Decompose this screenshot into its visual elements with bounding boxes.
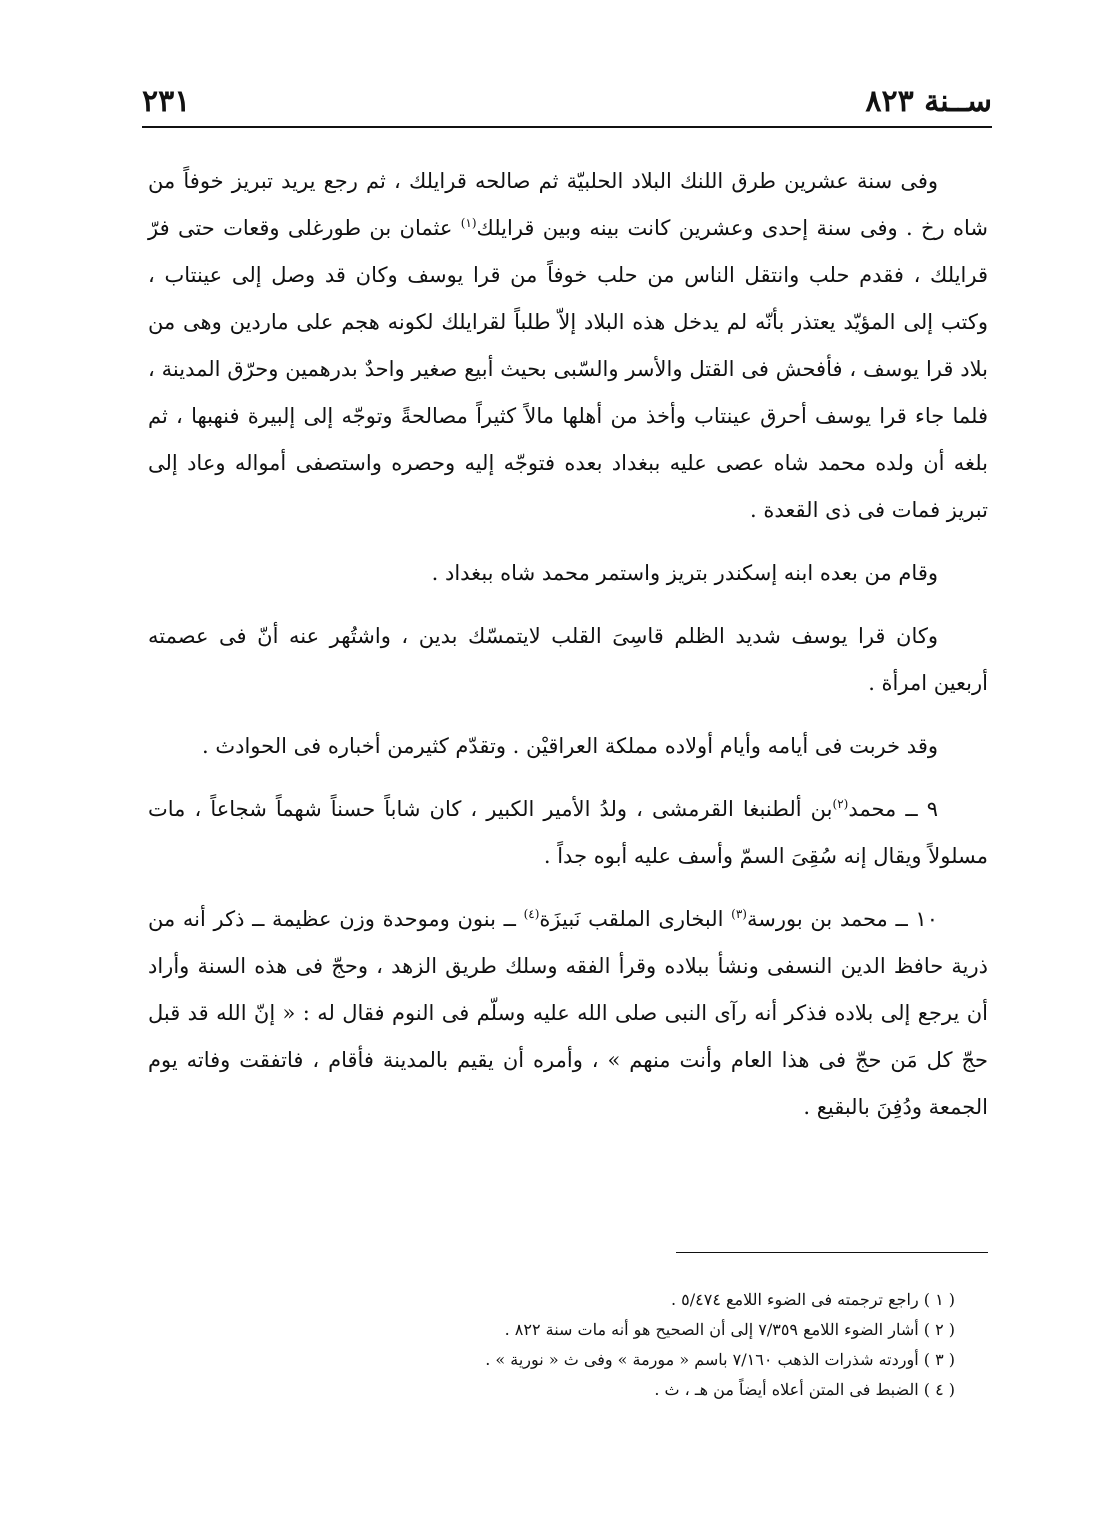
main-text — [148, 158, 988, 1131]
footnote-1: ( ١ ) راجع ترجمته فى الضوء اللامع ٥/٤٧٤ . — [670, 1290, 955, 1309]
page-number: ٢٣١ — [142, 84, 191, 119]
page-header — [142, 82, 992, 126]
entry-9-muhammad: ٩ ــ محمد$^{(٢)}$بن ألطنبغا القرمشى ، ولدُ الأمير الكبير ، كان شاباً حسناً شهماً شجاعاً ، مات مسلولاً ويقال إنه سُقِىَ السمّ وأسف عليه أبوه جداً . — [148, 797, 988, 868]
footnote-ref-3: (٣) — [731, 907, 747, 921]
footnote-3: ( ٣ ) أوردته شذرات الذهب ٧/١٦٠ باسم « مورمة » وفى ث « نورية » . — [485, 1350, 955, 1369]
paragraph-character: وكان قرا يوسف شديد الظلم قاسِىَ القلب لايتمسّك بدين ، واشتُهر عنه أنّ فى عصمته أربعين امرأة . — [148, 624, 988, 695]
paragraph-successor: وقام من بعده ابنه إسكندر بتريز واستمر محمد شاه ببغداد . — [431, 561, 938, 585]
paragraph-ruin: وقد خربت فى أيامه وأيام أولاده مملكة العراقيْن . وتقدّم كثيرمن أخباره فى الحوادث . — [202, 734, 938, 758]
running-title: ســنة ٨٢٣ — [865, 84, 992, 119]
header-rule — [142, 126, 992, 128]
paragraph-qara-yusuf-campaigns: وفى سنة عشرين طرق اللنك البلاد الحلبيّة ثم صالحه قرايلك ، ثم رجع يريد تبريز خوفاً من شاه رخ . وفى سنة إحدى وعشرين كانت بينه وبين قرايلك$^{(١)}$ عثمان بن طورغلى وقعات حتى فرّ قرايلك ، فقدم حلب وانتقل الناس من حلب خوفاً من قرا يوسف وكان قد وصل إلى عينتاب ، وكتب إلى المؤيّد يعتذر بأنّه لم يدخل هذه البلاد إلاّ طلباً لقرايلك لكونه هجم على ماردين وهى من بلاد قرا يوسف ، فأفحش فى القتل والأسر والسّبى بحيث أبيع صغير واحدٌ بدرهمين وحرّق المدينة ، فلما جاء قرا يوسف أحرق عينتاب وأخذ من أهلها مالاً كثيراً مصالحةً وتوجّه إلى إلبيرة فنهبها ، ثم بلغه أن ولده محمد شاه عصى عليه ببغداد بعده فتوجّه إليه وحصره واستصفى أمواله وعاد إلى تبريز فمات فى ذى القعدة . — [148, 169, 989, 522]
entry-10-muhammad-bursa: ١٠ ــ محمد بن بورسة$^{(٣)}$ البخارى الملقب نَبيزَة$^{(٤)}$ ــ بنون وموحدة وزن عظيمة ــ ذكر أنه من ذرية حافظ الدين النسفى ونشأ ببلاده وقرأ الفقه وسلك طريق الزهد ، وحجّ فى هذه السنة وأراد أن يرجع إلى بلاده فذكر أنه رآى النبى صلى الله عليه وسلّم فى النوم فقال له : « إنّ الله قد قبل حجّ كل مَن حجّ فى هذا العام وأنت منهم » ، وأمره أن يقيم بالمدينة فأقام ، فاتفقت وفاته يوم الجمعة ودُفِنَ بالبقيع . — [148, 907, 988, 1119]
footnote-4: ( ٤ ) الضبط فى المتن أعلاه أيضاً من هـ ، ث . — [654, 1380, 955, 1399]
footnote-ref-2: (٢) — [832, 797, 849, 811]
footnote-ref-1: (١) — [460, 216, 477, 230]
footnote-separator — [676, 1252, 988, 1253]
footnote-2: ( ٢ ) أشار الضوء اللامع ٧/٣٥٩ إلى أن الصحيح هو أنه مات سنة ٨٢٢ . — [504, 1320, 955, 1339]
footnote-ref-4: (٤) — [523, 907, 540, 921]
footnotes — [400, 1285, 955, 1405]
